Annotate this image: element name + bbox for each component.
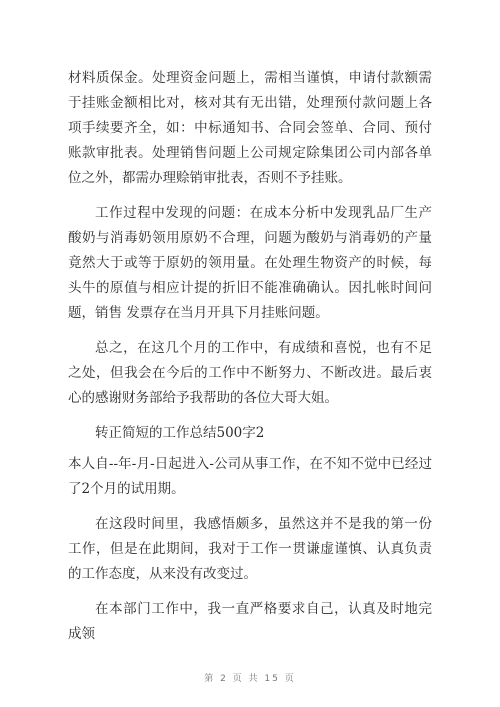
- paragraph-6: 在本部门工作中，我一直严格要求自己，认真及时地完成领: [68, 601, 432, 642]
- section-heading: 转正简短的工作总结500字2: [95, 425, 265, 441]
- page-footer: 第 2 页 共 15 页: [204, 674, 296, 684]
- paragraph-2: 工作过程中发现的问题：在成本分析中发现乳品厂生产酸奶与消毒奶领用原奶不合理，问题为酸奶与消毒奶的产量竟然大于或等于原奶的领用量。在处理生物资产的时候，每头牛的原值与相应计提的折旧不能准确确认。因扎帐时间问题，销售 发票存在当月开具下月挂账问题。: [68, 205, 432, 321]
- paragraph-5: 在这段时间里，我感悟颇多，虽然这并不是我的第一份工作，但是在此期间，我对于工作一贯谦虚谨慎、认真负责的工作态度，从来没有改变过。: [68, 516, 432, 582]
- body-text: [68, 66, 432, 657]
- paragraph-3: 总之，在这几个月的工作中，有成绩和喜悦，也有不足之处，但我会在今后的工作中不断努力、不断改进。最后衷心的感谢财务部给予我帮助的各位大哥大姐。: [68, 340, 432, 406]
- paragraph-1: 材料质保金。处理资金问题上，需相当谨慎，申请付款额需于挂账金额相比对，核对其有无出错，处理预付款问题上各项手续要齐全，如：中标通知书、合同会签单、合同、预付账款审批表。处理销售问题上公司规定除集团公司内部各单位之外，都需办理赊销审批表，否则不予挂账。: [68, 70, 432, 186]
- paragraph-4: 本人自--年-月-日起进入-公司从事工作，在不知不觉中已经过了2个月的试用期。: [68, 456, 432, 497]
